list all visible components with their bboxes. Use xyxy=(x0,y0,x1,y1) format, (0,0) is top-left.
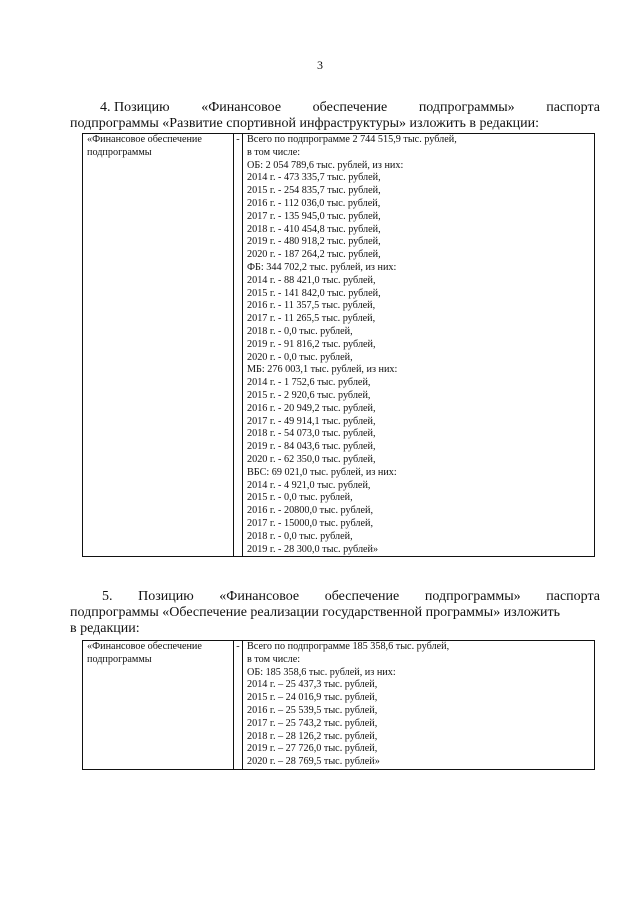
funding-line: 2014 г. - 4 921,0 тыс. рублей, xyxy=(247,479,371,491)
dash-cell: - xyxy=(234,134,243,557)
section4-word: обеспечение xyxy=(312,100,388,115)
table-row xyxy=(83,134,595,557)
funding-line: 2015 г. - 141 842,0 тыс. рублей, xyxy=(247,287,381,299)
funding-line: 2014 г. – 25 437,3 тыс. рублей, xyxy=(247,679,378,691)
section5-word: 5. xyxy=(102,589,113,604)
position-label-cell xyxy=(83,641,234,770)
section5-word: Позицию xyxy=(138,589,194,604)
section5-heading xyxy=(70,589,600,637)
section4-word: паспорта xyxy=(546,100,600,115)
funding-line: 2020 г. - 62 350,0 тыс. рублей, xyxy=(247,453,376,465)
section5-second-line: подпрограммы «Обеспечение реализации государственной программы» изложить xyxy=(70,605,561,620)
section5-word: «Финансовое xyxy=(219,589,300,604)
funding-line: ОБ: 2 054 789,6 тыс. рублей, из них: xyxy=(247,159,404,171)
section4-first-line xyxy=(70,100,600,116)
funding-line: 2016 г. - 11 357,5 тыс. рублей, xyxy=(247,300,376,312)
funding-line: в том числе: xyxy=(247,653,301,665)
dash-cell: - xyxy=(234,641,243,770)
funding-line: 2018 г. - 54 073,0 тыс. рублей, xyxy=(247,428,376,440)
funding-line: 2016 г. - 112 036,0 тыс. рублей, xyxy=(247,197,381,209)
funding-line: ВБС: 69 021,0 тыс. рублей, из них: xyxy=(247,466,397,478)
funding-line: 2019 г. - 84 043,6 тыс. рублей, xyxy=(247,441,376,453)
funding-line: 2020 г. - 0,0 тыс. рублей, xyxy=(247,351,353,363)
page-number: 3 xyxy=(317,58,323,72)
funding-line: 2016 г. - 20 949,2 тыс. рублей, xyxy=(247,402,376,414)
section5-first-line xyxy=(70,589,600,605)
funding-line: 2015 г. – 24 016,9 тыс. рублей, xyxy=(247,692,378,704)
funding-line: 2017 г. - 11 265,5 тыс. рублей, xyxy=(247,313,376,325)
funding-line: 2015 г. - 2 920,6 тыс. рублей, xyxy=(247,389,371,401)
funding-line: 2019 г. – 27 726,0 тыс. рублей, xyxy=(247,743,378,755)
funding-line: 2017 г. - 135 945,0 тыс. рублей, xyxy=(247,210,381,222)
funding-line: 2014 г. - 1 752,6 тыс. рублей, xyxy=(247,377,371,389)
section5-table xyxy=(82,640,595,770)
position-label-line: подпрограммы xyxy=(87,653,152,665)
funding-line: 2020 г. - 187 264,2 тыс. рублей, xyxy=(247,249,381,261)
position-label-line: «Финансовое обеспечение xyxy=(87,134,202,145)
table-row xyxy=(83,641,595,770)
funding-line: Всего по подпрограмме 2 744 515,9 тыс. рублей, xyxy=(247,134,457,145)
funding-line: 2014 г. - 88 421,0 тыс. рублей, xyxy=(247,274,376,286)
section5-third-line: в редакции: xyxy=(70,621,140,636)
funding-line: 2016 г. – 25 539,5 тыс. рублей, xyxy=(247,704,378,716)
funding-line: 2014 г. - 473 335,7 тыс. рублей, xyxy=(247,172,381,184)
funding-line: 2018 г. – 28 126,2 тыс. рублей, xyxy=(247,730,378,742)
section4-word: «Финансовое xyxy=(201,100,282,115)
funding-line: 2015 г. - 254 835,7 тыс. рублей, xyxy=(247,185,381,197)
position-label-line: «Финансовое обеспечение xyxy=(87,641,202,652)
funding-line: 2019 г. - 91 816,2 тыс. рублей, xyxy=(247,338,376,350)
position-label-line: подпрограммы xyxy=(87,146,152,158)
section4-table xyxy=(82,133,595,557)
position-label-cell xyxy=(83,134,234,557)
funding-line: 2018 г. - 0,0 тыс. рублей, xyxy=(247,325,353,337)
funding-cell xyxy=(243,134,595,557)
funding-line: 2018 г. - 0,0 тыс. рублей, xyxy=(247,530,353,542)
section5-word: подпрограммы» xyxy=(424,589,521,604)
funding-line: 2017 г. – 25 743,2 тыс. рублей, xyxy=(247,717,378,729)
funding-line: 2017 г. - 49 914,1 тыс. рублей, xyxy=(247,415,376,427)
funding-line: МБ: 276 003,1 тыс. рублей, из них: xyxy=(247,364,398,376)
funding-line: 2017 г. - 15000,0 тыс. рублей, xyxy=(247,517,374,529)
funding-line: ФБ: 344 702,2 тыс. рублей, из них: xyxy=(247,261,397,273)
funding-line: ОБ: 185 358,6 тыс. рублей, из них: xyxy=(247,666,396,678)
section4-second-line: подпрограммы «Развитие спортивной инфраструктуры» изложить в редакции: xyxy=(70,116,539,131)
funding-line: 2018 г. - 410 454,8 тыс. рублей, xyxy=(247,223,381,235)
funding-line: 2019 г. - 28 300,0 тыс. рублей» xyxy=(247,543,379,555)
funding-cell xyxy=(243,641,595,770)
section5-word: обеспечение xyxy=(324,589,400,604)
funding-line: Всего по подпрограмме 185 358,6 тыс. рублей, xyxy=(247,641,450,652)
funding-line: 2019 г. - 480 918,2 тыс. рублей, xyxy=(247,236,381,248)
funding-line: 2015 г. - 0,0 тыс. рублей, xyxy=(247,492,353,504)
section4-word: 4. Позицию xyxy=(100,100,170,115)
funding-line: 2020 г. – 28 769,5 тыс. рублей» xyxy=(247,756,380,768)
section4-word: подпрограммы» xyxy=(418,100,515,115)
funding-line: в том числе: xyxy=(247,146,301,158)
section4-heading xyxy=(70,100,600,132)
funding-line: 2016 г. - 20800,0 тыс. рублей, xyxy=(247,505,374,517)
section5-word: паспорта xyxy=(546,589,600,604)
